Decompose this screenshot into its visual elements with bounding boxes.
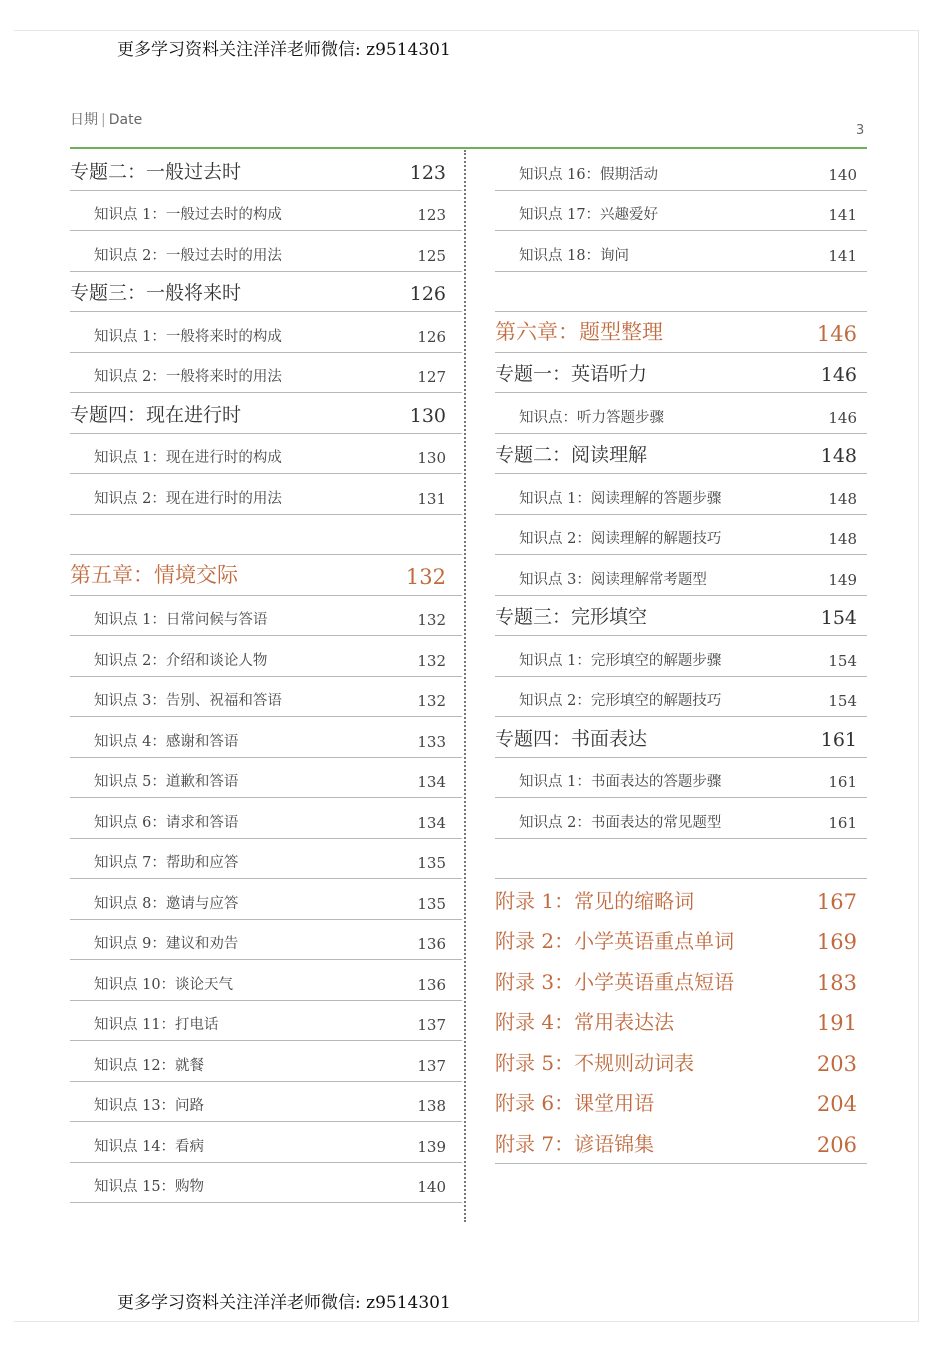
date-label-cn: 日期: [70, 112, 98, 128]
toc-point-row: [70, 717, 462, 758]
toc-entry-page: 126: [417, 327, 446, 346]
toc-entry-title: 知识点 1：一般将来时的构成: [94, 328, 282, 345]
toc-entry-title: 知识点 12：就餐: [94, 1057, 205, 1074]
toc-point-row: [70, 677, 462, 718]
toc-entry-page: 126: [409, 283, 446, 305]
toc-topic-row: [70, 393, 462, 434]
toc-left-column: [70, 150, 462, 1203]
toc-entry-title: 知识点 9：建议和劝告: [94, 936, 239, 952]
toc-point-row: [70, 1041, 462, 1082]
toc-appendix-row: [495, 920, 867, 961]
toc-entry-page: 154: [820, 607, 857, 629]
toc-point-row: [495, 393, 867, 434]
toc-entry-title: 知识点 2：一般过去时的用法: [94, 247, 282, 264]
toc-entry-title: 知识点 1：阅读理解的答题步骤: [519, 490, 722, 507]
toc-entry-page: 132: [417, 651, 446, 670]
toc-entry-title: 知识点 7：帮助和应答: [94, 855, 239, 871]
toc-entry-title: 专题三：完形填空: [495, 606, 648, 628]
toc-blank-row: [495, 272, 867, 313]
watermark-top: 更多学习资料关注洋洋老师微信: z9514301: [117, 40, 451, 60]
toc-right-column: [495, 150, 867, 1164]
toc-entry-page: 123: [417, 206, 446, 224]
toc-entry-title: 附录 7：谚语锦集: [495, 1131, 655, 1156]
toc-entry-page: 141: [828, 206, 857, 224]
toc-entry-title: 知识点 8：邀请与应答: [94, 895, 239, 912]
toc-entry-title: 知识点 2：介绍和谈论人物: [94, 652, 268, 669]
toc-entry-title: 附录 2：小学英语重点单词: [495, 929, 735, 953]
toc-point-row: [70, 474, 462, 515]
toc-point-row: [70, 1001, 462, 1042]
toc-entry-page: 123: [409, 161, 446, 184]
toc-appendix-row: [495, 960, 867, 1001]
toc-appendix-row: [495, 1041, 867, 1082]
toc-blank-row: [495, 839, 867, 880]
toc-entry-page: 141: [828, 246, 857, 265]
toc-entry-page: 169: [816, 930, 857, 954]
toc-entry-page: 146: [816, 321, 857, 346]
toc-entry-page: 140: [417, 1178, 446, 1196]
toc-entry-page: 135: [417, 854, 446, 872]
toc-entry-page: 138: [417, 1097, 446, 1115]
toc-appendix-row: [495, 1122, 867, 1163]
toc-point-row: [70, 879, 462, 920]
toc-appendix-row: [495, 879, 867, 920]
toc-topic-row: [70, 272, 462, 313]
toc-entry-page: 136: [417, 975, 446, 994]
toc-entry-title: 知识点 10：谈论天气: [94, 976, 234, 993]
toc-blank-row: [70, 515, 462, 556]
appendix-end-rule: [495, 1163, 867, 1164]
toc-entry-page: 167: [816, 889, 857, 914]
toc-entry-title: 知识点 14：看病: [94, 1138, 205, 1155]
toc-chapter-row: [70, 555, 462, 596]
toc-entry-title: 第五章：情境交际: [70, 562, 238, 587]
toc-entry-page: 154: [828, 651, 857, 670]
toc-entry-title: 知识点 18：询问: [519, 247, 630, 264]
toc-entry-title: 知识点 13：问路: [94, 1098, 205, 1114]
toc-entry-page: 131: [417, 489, 446, 508]
page-number: 3: [856, 123, 865, 138]
toc-point-row: [70, 191, 462, 232]
toc-point-row: [70, 312, 462, 353]
toc-entry-page: 137: [417, 1016, 446, 1034]
toc-entry-page: 206: [816, 1132, 857, 1157]
toc-entry-page: 203: [816, 1051, 857, 1076]
toc-point-row: [70, 636, 462, 677]
toc-entry-title: 知识点 6：请求和答语: [94, 814, 239, 831]
toc-entry-page: 146: [828, 408, 857, 427]
toc-point-row: [495, 636, 867, 677]
toc-entry-title: 知识点 3：告别、祝福和答语: [94, 693, 282, 709]
toc-entry-page: 191: [816, 1011, 857, 1035]
toc-point-row: [70, 1163, 462, 1204]
toc-point-row: [70, 1122, 462, 1163]
toc-entry-title: 专题二：阅读理解: [495, 444, 648, 466]
toc-entry-page: 161: [828, 813, 857, 832]
toc-point-row: [70, 798, 462, 839]
toc-entry-page: 137: [417, 1056, 446, 1075]
toc-entry-title: 专题三：一般将来时: [70, 282, 242, 304]
toc-entry-page: 154: [828, 692, 857, 710]
toc-entry-page: 146: [820, 364, 857, 386]
toc-entry-page: 132: [405, 564, 446, 589]
toc-entry-title: 知识点 4：感谢和答语: [94, 733, 239, 750]
toc-entry-page: 134: [417, 773, 446, 791]
toc-entry-title: 知识点 2：阅读理解的解题技巧: [519, 531, 722, 547]
toc-entry-page: 148: [828, 530, 857, 548]
watermark-bottom: 更多学习资料关注洋洋老师微信: z9514301: [117, 1293, 451, 1313]
toc-entry-page: 148: [820, 445, 857, 467]
toc-point-row: [70, 960, 462, 1001]
toc-point-row: [495, 150, 867, 191]
date-label-en: Date: [108, 112, 143, 128]
toc-point-row: [70, 596, 462, 637]
toc-entry-title: 知识点 17：兴趣爱好: [519, 207, 659, 223]
toc-entry-title: 专题一：英语听力: [495, 363, 648, 385]
toc-entry-title: 专题四：现在进行时: [70, 403, 242, 426]
toc-entry-title: 专题二：一般过去时: [70, 160, 242, 183]
toc-entry-page: 139: [417, 1137, 446, 1156]
toc-entry-page: 149: [828, 570, 857, 589]
toc-entry-page: 125: [417, 246, 446, 265]
toc-point-row: [70, 1082, 462, 1123]
toc-point-row: [495, 191, 867, 232]
toc-point-row: [70, 353, 462, 394]
toc-entry-page: 133: [417, 732, 446, 751]
toc-point-row: [495, 474, 867, 515]
toc-entry-page: 130: [409, 404, 446, 427]
toc-point-row: [495, 798, 867, 839]
toc-entry-title: 附录 3：小学英语重点短语: [495, 969, 735, 994]
column-divider: [464, 150, 466, 1222]
toc-entry-title: 第六章：题型整理: [495, 319, 663, 344]
toc-entry-title: 知识点 1：一般过去时的构成: [94, 207, 282, 223]
toc-point-row: [495, 231, 867, 272]
toc-topic-row: [495, 596, 867, 637]
toc-point-row: [70, 231, 462, 272]
toc-entry-title: 附录 4：常用表达法: [495, 1010, 675, 1034]
toc-entry-title: 知识点 1：书面表达的答题步骤: [519, 774, 722, 790]
toc-entry-title: 知识点 15：购物: [94, 1179, 205, 1195]
date-label: [70, 109, 142, 129]
toc-entry-page: 135: [417, 894, 446, 913]
toc-entry-title: 知识点：听力答题步骤: [519, 409, 664, 426]
header-rule: [70, 147, 867, 149]
toc-appendix-row: [495, 1082, 867, 1123]
toc-topic-row: [495, 717, 867, 758]
toc-entry-title: 知识点 2：完形填空的解题技巧: [519, 693, 722, 709]
toc-entry-title: 知识点 1：完形填空的解题步骤: [519, 652, 722, 669]
toc-entry-page: 183: [816, 970, 857, 995]
toc-topic-row: [495, 353, 867, 394]
toc-point-row: [70, 839, 462, 880]
toc-entry-page: 140: [828, 165, 857, 184]
toc-entry-title: 知识点 2：书面表达的常见题型: [519, 814, 722, 831]
toc-entry-title: 附录 6：课堂用语: [495, 1091, 655, 1115]
toc-entry-title: 知识点 2：现在进行时的用法: [94, 490, 282, 507]
toc-point-row: [70, 434, 462, 475]
toc-chapter-row: [495, 312, 867, 353]
toc-topic-row: [70, 150, 462, 191]
toc-entry-page: 161: [828, 773, 857, 791]
toc-entry-title: 知识点 1：日常问候与答语: [94, 612, 268, 628]
toc-entry-page: 132: [417, 611, 446, 629]
toc-entry-title: 附录 5：不规则动词表: [495, 1050, 695, 1075]
toc-entry-page: 161: [820, 728, 857, 751]
toc-entry-title: 知识点 11：打电话: [94, 1017, 219, 1033]
toc-appendix-row: [495, 1001, 867, 1042]
toc-entry-title: 专题四：书面表达: [495, 727, 648, 750]
toc-entry-page: 127: [417, 368, 446, 386]
toc-point-row: [70, 758, 462, 799]
toc-point-row: [70, 920, 462, 961]
toc-topic-row: [495, 434, 867, 475]
toc-entry-page: 204: [816, 1092, 857, 1116]
toc-point-row: [495, 555, 867, 596]
toc-point-row: [495, 515, 867, 556]
toc-entry-page: 130: [417, 449, 446, 467]
date-separator: |: [101, 112, 106, 128]
toc-entry-title: 知识点 5：道歉和答语: [94, 774, 239, 790]
toc-entry-page: 136: [417, 935, 446, 953]
toc-point-row: [495, 677, 867, 718]
toc-entry-title: 知识点 2：一般将来时的用法: [94, 369, 282, 385]
toc-entry-title: 附录 1：常见的缩略词: [495, 888, 695, 913]
toc-entry-title: 知识点 1：现在进行时的构成: [94, 450, 282, 466]
toc-entry-title: 知识点 16：假期活动: [519, 166, 659, 183]
toc-entry-page: 148: [828, 489, 857, 508]
toc-entry-page: 134: [417, 813, 446, 832]
toc-point-row: [495, 758, 867, 799]
toc-entry-page: 132: [417, 692, 446, 710]
toc-entry-title: 知识点 3：阅读理解常考题型: [519, 571, 707, 588]
